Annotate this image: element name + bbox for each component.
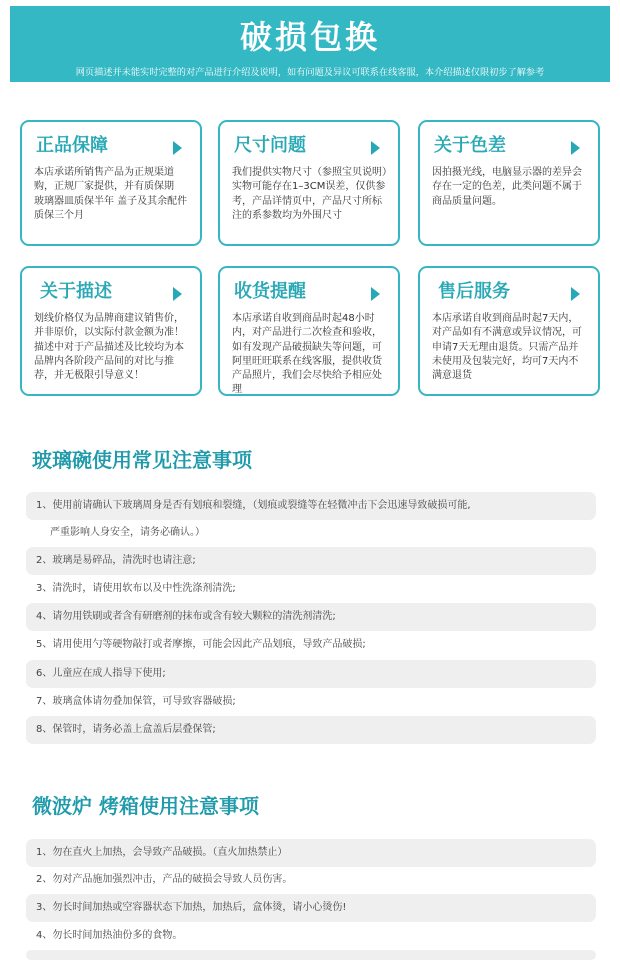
card-title: 关于描述 xyxy=(40,281,112,302)
card-authentic xyxy=(20,120,202,246)
list-item: 6、儿童应在成人指导下使用; xyxy=(26,660,596,688)
card-title: 尺寸问题 xyxy=(234,135,306,156)
card-title: 售后服务 xyxy=(438,281,510,302)
card-aftersales xyxy=(418,266,600,396)
list-item: 5、请用使用勺等硬物敲打或者摩擦，可能会因此产品划痕，导致产品破损; xyxy=(36,639,366,650)
page-title: 破损包换 xyxy=(239,18,380,56)
chevron-right-icon xyxy=(173,287,182,301)
card-body: 划线价格仅为品牌商建议销售价，并非原价，以实际付款金额为准！描述中对于产品描述及比较均为本品牌内各阶段产品间的对比与推荐，并无极限引导意义！ xyxy=(34,313,184,382)
card-color xyxy=(418,120,600,246)
list-item: 2、玻璃是易碎品，清洗时也请注意; xyxy=(26,547,596,575)
page-subtitle: 网页描述并未能实时完整的对产品进行介绍及说明，如有问题及异议可联系在线客服，本介绍描述仅限初步了解参考 xyxy=(75,67,545,78)
card-size xyxy=(218,120,400,246)
card-description xyxy=(20,266,202,396)
card-body: 本店承诺自收到商品时起48小时内，对产品进行二次检查和验收，如有发现产品破损缺失等问题，可阿里旺旺联系在线客服，提供收货产品照片，我们会尽快给予相应处理 xyxy=(232,313,382,396)
chevron-right-icon xyxy=(571,141,580,155)
list-item: 4、请勿用铁刷或者含有研磨剂的抹布或含有较大颗粒的清洗剂清洗; xyxy=(26,603,596,631)
header-banner xyxy=(10,6,610,82)
card-body: 本店承诺自收到商品时起7天内，对产品如有不满意或异议情况，可申请7天无理由退货。只需产品并未使用及包装完好，均可7天内不满意退货 xyxy=(432,313,582,382)
list-item: 7、玻璃盒体请勿叠加保管，可导致容器破损; xyxy=(36,696,236,707)
glass-section-title: 玻璃碗使用常见注意事项 xyxy=(32,448,252,472)
card-body: 本店承诺所销售产品为正规渠道购，正规厂家提供，并有质保期 玻璃器皿质保半年 盖子及其余配件质保三个月 xyxy=(34,167,188,221)
chevron-right-icon xyxy=(571,287,580,301)
list-item: 严重影响人身安全，请务必确认。） xyxy=(50,527,205,538)
list-item: 3、勿长时间加热或空容器状态下加热，加热后，盒体烫，请小心烫伤! xyxy=(26,894,596,922)
list-item: 8、保管时，请务必盖上盒盖后层叠保管; xyxy=(26,716,596,744)
chevron-right-icon xyxy=(173,141,182,155)
list-item: 2、勿对产品施加强烈冲击，产品的破损会导致人员伤害。 xyxy=(36,874,293,885)
card-title: 正品保障 xyxy=(36,135,108,156)
list-item-partial xyxy=(26,950,596,960)
chevron-right-icon xyxy=(371,287,380,301)
chevron-right-icon xyxy=(371,141,380,155)
list-item: 1、使用前请确认下玻璃周身是否有划痕和裂缝，（划痕或裂缝等在轻微冲击下会迅速导致破损可能, xyxy=(26,492,596,520)
list-item: 1、勿在直火上加热，会导致产品破损。（直火加热禁止） xyxy=(26,839,596,867)
card-receipt xyxy=(218,266,400,396)
card-body: 我们提供实物尺寸（参照宝贝说明）实物可能存在1–3CM误差，仅供参考，产品详情页中，产品尺寸所标注的系参数均为外围尺寸 xyxy=(232,167,387,221)
list-item: 3、清洗时，请使用软布以及中性洗涤剂清洗; xyxy=(36,583,236,594)
card-title: 收货提醒 xyxy=(234,281,306,302)
card-body: 因拍摄光线，电脑显示器的差异会存在一定的色差，此类问题不属于商品质量问题。 xyxy=(432,167,582,207)
list-item: 4、勿长时间加热油份多的食物。 xyxy=(36,930,183,941)
oven-section-title: 微波炉 烤箱使用注意事项 xyxy=(32,794,259,818)
card-title: 关于色差 xyxy=(434,135,506,156)
